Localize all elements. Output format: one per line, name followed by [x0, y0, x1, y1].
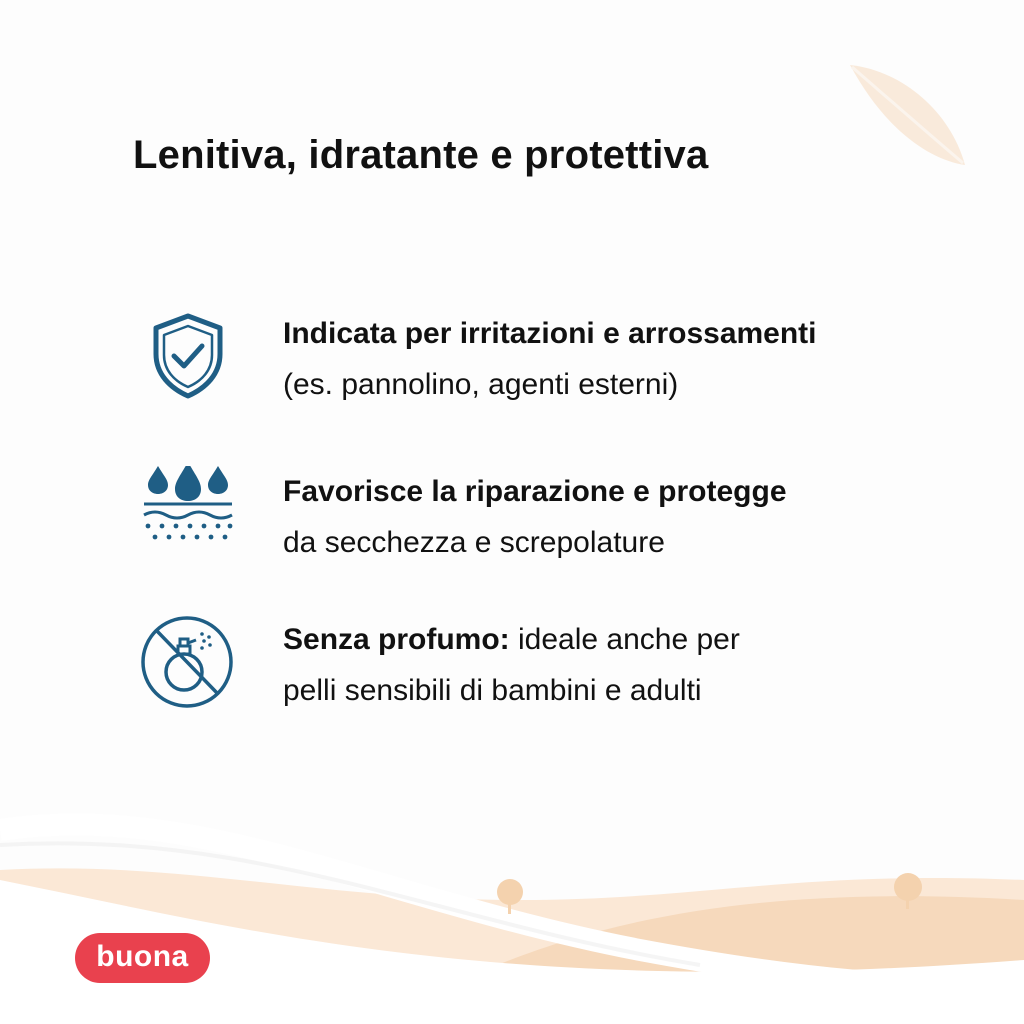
feature-text — [283, 466, 943, 568]
feature-title: Indicata per irritazioni e arrossamenti — [283, 317, 817, 350]
feature-description: (es. pannolino, agenti esterni) — [283, 368, 679, 401]
feature-text — [283, 308, 943, 410]
feature-description: da secchezza e screpolature — [283, 526, 665, 559]
brand-logo-text: buona — [96, 940, 189, 973]
page-title: Lenitiva, idratante e protettiva — [133, 133, 709, 177]
feature-item — [140, 466, 960, 576]
feature-description: pelli sensibili di bambini e adulti — [283, 674, 702, 707]
water-drops-skin-icon — [140, 466, 236, 562]
feature-item — [140, 308, 960, 418]
feature-title-rest: ideale anche per — [509, 623, 740, 656]
feature-title: Senza profumo: — [283, 623, 510, 656]
leaf-decoration — [850, 65, 965, 165]
brand-logo — [75, 933, 210, 983]
shield-check-icon — [140, 308, 236, 404]
feature-title: Favorisce la riparazione e protegge — [283, 475, 787, 508]
feature-text — [283, 614, 943, 716]
no-perfume-icon — [140, 614, 236, 710]
feature-item — [140, 614, 960, 724]
